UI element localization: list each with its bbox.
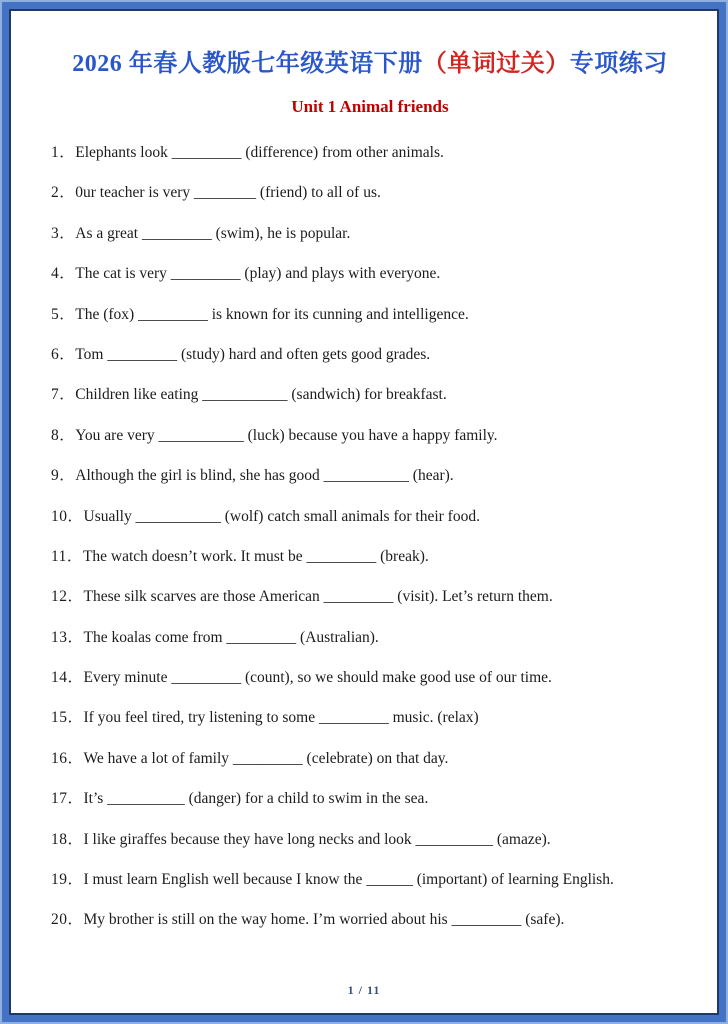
question-text: You are very ___________ (luck) because you have a happy family. <box>75 426 498 444</box>
question-text: Although the girl is blind, she has good ___________ (hear). <box>75 467 454 485</box>
question-number: 11． <box>51 547 83 565</box>
title-highlight: （单词过关） <box>422 51 570 77</box>
question-text: It’s __________ (danger) for a child to swim in the sea. <box>83 790 429 808</box>
question-number: 20． <box>51 911 84 929</box>
question-item <box>51 183 689 202</box>
question-item <box>51 587 689 606</box>
question-item <box>51 668 689 687</box>
question-text: The cat is very _________ (play) and plays with everyone. <box>75 265 441 283</box>
question-item <box>51 628 689 647</box>
page-title <box>51 43 689 78</box>
title-suffix: 专项练习 <box>569 51 668 77</box>
question-text: These silk scarves are those American _________ (visit). Let’s return them. <box>83 588 553 606</box>
question-text: I must learn English well because I know the ______ (important) of learning English. <box>83 871 614 889</box>
question-text: We have a lot of family _________ (celebrate) on that day. <box>83 749 449 767</box>
question-item <box>51 426 689 445</box>
question-number: 10． <box>51 507 84 525</box>
question-item <box>51 466 689 485</box>
question-text: As a great _________ (swim), he is popular. <box>75 224 351 242</box>
question-text: My brother is still on the way home. I’m worried about his _________ (safe). <box>83 911 565 929</box>
question-number: 13． <box>51 628 84 646</box>
question-number: 12． <box>51 588 84 606</box>
question-number: 14． <box>51 669 84 687</box>
question-number: 15． <box>51 709 84 727</box>
question-number: 19． <box>51 871 84 889</box>
question-number: 2． <box>51 184 76 202</box>
question-item <box>51 507 689 526</box>
question-text: The (fox) _________ is known for its cunning and intelligence. <box>75 305 469 323</box>
question-text: If you feel tired, try listening to some _________ music. (relax) <box>83 709 479 727</box>
question-item <box>51 264 689 283</box>
question-item <box>51 143 689 162</box>
question-item <box>51 345 689 364</box>
question-number: 1． <box>51 144 76 161</box>
question-text: I like giraffes because they have long necks and look __________ (amaze). <box>83 830 551 848</box>
question-item <box>51 830 689 849</box>
question-number: 4． <box>51 265 76 283</box>
question-number: 3． <box>51 224 76 242</box>
question-number: 16． <box>51 749 84 767</box>
question-number: 17． <box>51 790 84 808</box>
question-item <box>51 910 689 929</box>
question-number: 8． <box>51 426 76 444</box>
question-number: 9． <box>51 467 76 485</box>
question-number: 18． <box>51 830 84 848</box>
question-text: The koalas come from _________ (Australian). <box>83 628 379 646</box>
question-number: 6． <box>51 345 76 363</box>
question-item <box>51 305 689 324</box>
question-text: Tom _________ (study) hard and often gets good grades. <box>75 345 431 363</box>
question-list <box>51 143 689 929</box>
title-prefix: 2026 年春人教版七年级英语下册 <box>72 51 423 77</box>
question-text: Elephants look _________ (difference) from other animals. <box>75 144 444 161</box>
question-text: Children like eating ___________ (sandwich) for breakfast. <box>75 386 447 404</box>
question-text: Every minute _________ (count), so we should make good use of our time. <box>83 669 552 687</box>
question-number: 7． <box>51 386 76 404</box>
unit-subtitle: Unit 1 Animal friends <box>291 97 449 116</box>
question-item <box>51 708 689 727</box>
question-item <box>51 749 689 768</box>
question-number: 5． <box>51 305 76 323</box>
question-text: Usually ___________ (wolf) catch small animals for their food. <box>83 507 480 525</box>
question-item <box>51 547 689 566</box>
page-number-indicator: 1 / 11 <box>347 983 381 997</box>
page-content <box>11 11 717 1013</box>
question-text: The watch doesn’t work. It must be _________ (break). <box>82 547 429 565</box>
question-item <box>51 385 689 404</box>
question-item <box>51 789 689 808</box>
question-text: 0ur teacher is very ________ (friend) to all of us. <box>75 184 381 202</box>
question-item <box>51 224 689 243</box>
question-item <box>51 870 689 889</box>
